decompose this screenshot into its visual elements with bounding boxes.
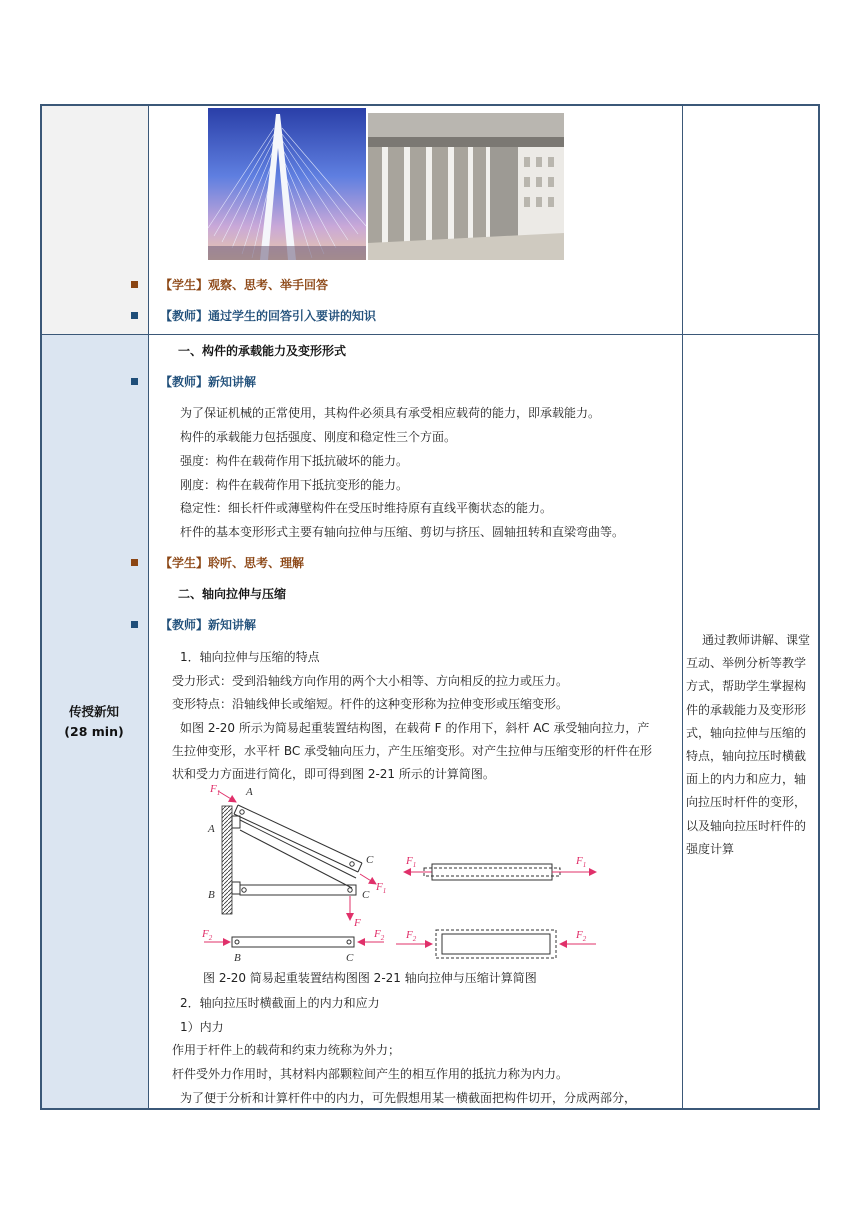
- paragraph: 为了保证机械的正常使用，其构件必须具有承受相应载荷的能力，即承载能力。: [180, 406, 601, 420]
- force-label-F1: $F_1$: [376, 881, 387, 895]
- force-label-F1: $F_1$: [210, 783, 221, 797]
- force-label-F1: $F_1$: [576, 855, 587, 869]
- row-label-cell: [42, 106, 149, 334]
- paragraph: 构件的承载能力包括强度、刚度和稳定性三个方面。: [180, 430, 457, 444]
- paragraph: 刚度：构件在载荷作用下抵抗变形的能力。: [180, 478, 409, 492]
- point-label-B: B: [208, 889, 215, 901]
- point-label-C: C: [362, 889, 370, 901]
- teacher-activity-line: [131, 307, 376, 324]
- bullet-text: 【学生】观察、思考、举手回答: [160, 278, 329, 292]
- paragraph: 状和受力方面进行简化，即可得到图 2-21 所示的计算简图。: [172, 767, 495, 781]
- paragraph: 生拉伸变形，水平杆 BC 承受轴向压力，产生压缩变形。对产生拉伸与压缩变形的杆件在形: [172, 744, 653, 758]
- force-label-F2: $F_2$: [406, 929, 417, 943]
- section-heading-2: 二、轴向拉伸与压缩: [178, 587, 287, 601]
- point-label-A: A: [246, 786, 253, 798]
- row-note-cell: [682, 106, 819, 334]
- teacher-activity-line: [131, 616, 256, 633]
- bridge-photo: [208, 108, 366, 260]
- force-label-F2: $F_2$: [202, 928, 213, 942]
- teacher-activity-line: [131, 373, 256, 390]
- section-heading-1: 一、构件的承载能力及变形形式: [178, 344, 347, 358]
- paragraph: 变形特点：沿轴线伸长或缩短。杆件的这种变形称为拉伸变形或压缩变形。: [172, 697, 569, 711]
- student-activity-line: [131, 276, 328, 293]
- crane-structure-diagram: [200, 780, 610, 968]
- force-label-F2: $F_2$: [374, 928, 385, 942]
- paragraph: 稳定性：细长杆件或薄壁构件在受压时维持原有直线平衡状态的能力。: [180, 501, 553, 515]
- paragraph: 1．轴向拉伸与压缩的特点: [180, 650, 320, 664]
- paragraph: 作用于杆件上的载荷和约束力统称为外力；: [172, 1043, 401, 1057]
- force-label-F2: $F_2$: [576, 929, 587, 943]
- paragraph: 受力形式：受到沿轴线方向作用的两个大小相等、方向相反的拉力或压力。: [172, 674, 569, 688]
- point-label-C: C: [366, 854, 374, 866]
- square-bullet-icon: [131, 312, 138, 319]
- bullet-text: 【教师】新知讲解: [160, 375, 257, 389]
- teaching-purpose-note: 通过教师讲解、课堂互动、举例分析等教学方式，帮助学生掌握构件的承载能力及变形形式，轴向拉伸与压缩的特点，轴向拉压时横截面上的内力和应力，轴向拉压时杆件的变形，以及轴向拉压时杆件的强度计算: [686, 633, 811, 856]
- figure-caption: 图 2-20 简易起重装置结构图图 2-21 轴向拉伸与压缩计算简图: [203, 971, 537, 985]
- paragraph: 2．轴向拉压时横截面上的内力和应力: [180, 996, 380, 1010]
- stage-title: 传授新知: [68, 704, 119, 719]
- paragraph: 杆件的基本变形形式主要有轴向拉伸与压缩、剪切与挤压、圆轴扭转和直梁弯曲等。: [180, 525, 625, 539]
- square-bullet-icon: [131, 281, 138, 288]
- building-photo: [368, 113, 564, 260]
- bullet-text: 【教师】新知讲解: [160, 618, 257, 632]
- force-label-F1: $F_1$: [406, 855, 417, 869]
- paragraph: 杆件受外力作用时，其材料内部颗粒间产生的相互作用的抵抗力称为内力。: [172, 1067, 569, 1081]
- bullet-text: 【学生】聆听、思考、理解: [160, 556, 305, 570]
- stage-duration: (28 min): [64, 724, 124, 739]
- bullet-text: 【教师】通过学生的回答引入要讲的知识: [160, 309, 377, 323]
- paragraph: 强度：构件在载荷作用下抵抗破坏的能力。: [180, 454, 409, 468]
- point-label-C: C: [346, 952, 354, 964]
- point-label-A: A: [208, 823, 215, 835]
- paragraph: 如图 2-20 所示为简易起重装置结构图，在载荷 F 的作用下，斜杆 AC 承受轴向拉力，产: [180, 721, 650, 735]
- stage-label: [41, 702, 147, 742]
- paragraph: 1）内力: [180, 1020, 224, 1034]
- square-bullet-icon: [131, 559, 138, 566]
- square-bullet-icon: [131, 621, 138, 628]
- student-activity-line: [131, 554, 304, 571]
- square-bullet-icon: [131, 378, 138, 385]
- force-label-F: F: [354, 917, 361, 929]
- paragraph: 为了便于分析和计算杆件中的内力，可先假想用某一横截面把构件切开，分成两部分，: [180, 1091, 637, 1105]
- point-label-B: B: [234, 952, 241, 964]
